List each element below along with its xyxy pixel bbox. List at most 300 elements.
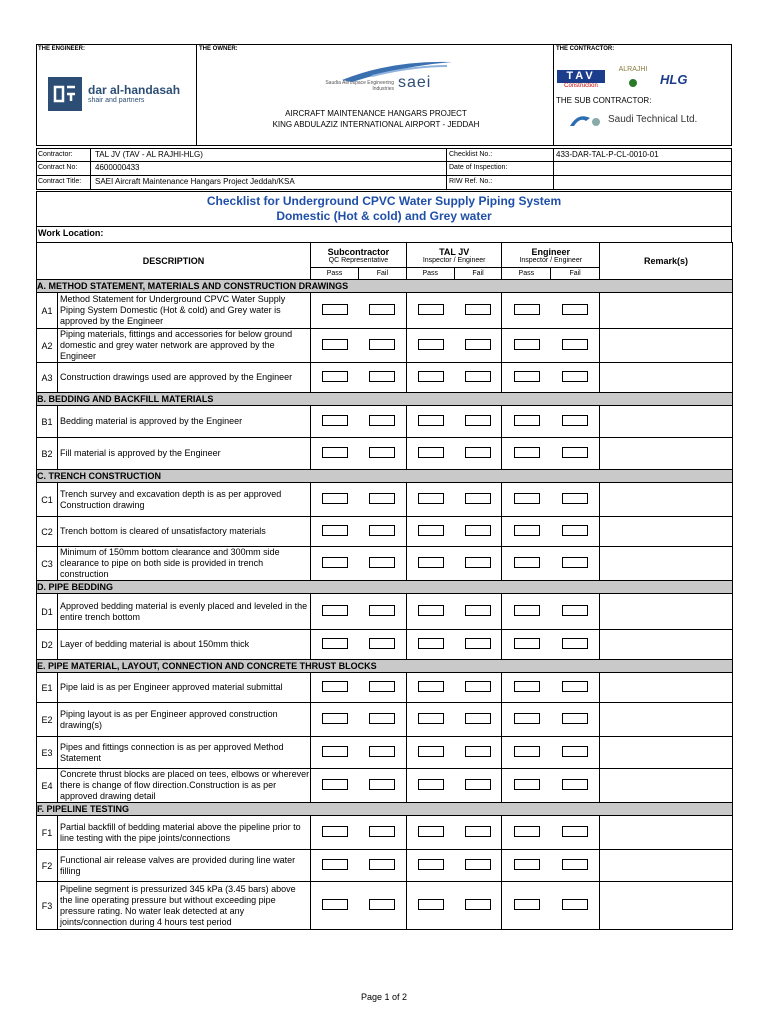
fail-column-header: Fail: [454, 268, 502, 280]
contractor-info-label: Contractor:: [38, 151, 73, 158]
item-description: Approved bedding material is evenly placed and leveled in the entire trench bottom: [58, 594, 311, 630]
remarks-header: Remark(s): [600, 243, 733, 280]
item-code: F2: [37, 850, 58, 882]
item-code: D1: [37, 594, 58, 630]
saudi-technical-text: Saudi Technical Ltd.: [608, 114, 698, 125]
saei-text: saei: [398, 74, 432, 91]
engineer-pass-checkbox[interactable]: [514, 415, 540, 426]
engineer-fail-cell: [551, 882, 600, 930]
subcontractor-pass-cell: [311, 882, 359, 930]
taljv-pass-cell: [406, 438, 454, 470]
item-code: E3: [37, 737, 58, 769]
remark-cell[interactable]: [600, 816, 733, 850]
taljv-title: TAL JV: [439, 246, 470, 257]
engineer-fail-checkbox[interactable]: [562, 371, 588, 382]
section-heading: F. PIPELINE TESTING: [37, 803, 733, 816]
subcontractor-pass-cell: [311, 594, 359, 630]
taljv-sub: Inspector / Engineer: [422, 256, 486, 264]
engineer-fail-checkbox[interactable]: [562, 681, 588, 692]
engineer-pass-cell: [502, 673, 551, 703]
checklist-row: [37, 329, 733, 363]
checklist-row: [37, 363, 733, 393]
saei-logo: [312, 58, 452, 98]
subcontractor-pass-cell: [311, 517, 359, 547]
remark-cell[interactable]: [600, 363, 733, 393]
tav-text: TAV: [557, 70, 605, 83]
checklist-row: [37, 594, 733, 630]
contractor-label: THE CONTRACTOR:: [556, 46, 615, 52]
taljv-fail-checkbox[interactable]: [465, 638, 491, 649]
taljv-pass-cell: [406, 483, 454, 517]
subcontractor-sub: QC Representative: [328, 256, 389, 264]
engineer-pass-cell: [502, 363, 551, 393]
subcontractor-fail-cell: [358, 547, 406, 581]
item-code: B2: [37, 438, 58, 470]
description-header: DESCRIPTION: [37, 243, 311, 280]
item-description: Construction drawings used are approved by the Engineer: [58, 363, 311, 393]
engineer-fail-cell: [551, 850, 600, 882]
subcontractor-fail-checkbox[interactable]: [369, 899, 395, 910]
subcontractor-fail-checkbox[interactable]: [369, 525, 395, 536]
taljv-fail-cell: [454, 547, 502, 581]
taljv-pass-checkbox[interactable]: [418, 899, 444, 910]
taljv-pass-checkbox[interactable]: [418, 304, 444, 315]
pass-column-header: Pass: [406, 268, 454, 280]
engineer-fail-checkbox[interactable]: [562, 779, 588, 790]
dar-sub: shair and partners: [88, 97, 145, 104]
subcontractor-fail-checkbox[interactable]: [369, 371, 395, 382]
engineer-pass-checkbox[interactable]: [514, 826, 540, 837]
checklist-row: [37, 816, 733, 850]
subcontractor-fail-checkbox[interactable]: [369, 713, 395, 724]
subcontractor-pass-checkbox[interactable]: [322, 447, 348, 458]
engineer-fail-cell: [551, 673, 600, 703]
subcontractor-fail-cell: [358, 438, 406, 470]
dar-logo: [48, 75, 194, 113]
engineer-pass-checkbox[interactable]: [514, 681, 540, 692]
subcontractor-pass-cell: [311, 547, 359, 581]
checklist-row: [37, 517, 733, 547]
engineer-pass-cell: [502, 703, 551, 737]
taljv-pass-checkbox[interactable]: [418, 779, 444, 790]
taljv-header: [406, 243, 502, 268]
engineer-pass-cell: [502, 769, 551, 803]
subcontractor-fail-checkbox[interactable]: [369, 557, 395, 568]
item-code: C3: [37, 547, 58, 581]
taljv-pass-checkbox[interactable]: [418, 525, 444, 536]
pass-column-header: Pass: [502, 268, 551, 280]
taljv-pass-cell: [406, 882, 454, 930]
subcontractor-pass-cell: [311, 816, 359, 850]
engineer-fail-cell: [551, 737, 600, 769]
taljv-fail-checkbox[interactable]: [465, 304, 491, 315]
engineer-pass-cell: [502, 438, 551, 470]
taljv-pass-cell: [406, 673, 454, 703]
subcontractor-fail-checkbox[interactable]: [369, 638, 395, 649]
subcontractor-pass-cell: [311, 363, 359, 393]
subcontractor-fail-cell: [358, 673, 406, 703]
item-description: Partial backfill of bedding material above the pipeline prior to line testing with the pipe joints/connections: [58, 816, 311, 850]
taljv-fail-cell: [454, 406, 502, 438]
remark-cell[interactable]: [600, 630, 733, 660]
item-code: E1: [37, 673, 58, 703]
engineer-pass-checkbox[interactable]: [514, 779, 540, 790]
taljv-fail-cell: [454, 517, 502, 547]
remark-cell[interactable]: [600, 547, 733, 581]
engineer-fail-checkbox[interactable]: [562, 899, 588, 910]
subcontractor-pass-checkbox[interactable]: [322, 746, 348, 757]
dar-logo-mark-icon: [48, 77, 82, 111]
contract-no-label: Contract No:: [38, 164, 78, 171]
taljv-fail-cell: [454, 293, 502, 329]
taljv-pass-cell: [406, 363, 454, 393]
remark-cell[interactable]: [600, 517, 733, 547]
checklist-table: [36, 242, 733, 930]
engineer-fail-checkbox[interactable]: [562, 447, 588, 458]
engineer-pass-checkbox[interactable]: [514, 859, 540, 870]
engineer-pass-checkbox[interactable]: [514, 371, 540, 382]
taljv-fail-checkbox[interactable]: [465, 826, 491, 837]
taljv-fail-cell: [454, 882, 502, 930]
engineer-fail-cell: [551, 547, 600, 581]
subcontractor-fail-cell: [358, 293, 406, 329]
item-description: Trench survey and excavation depth is as per approved Construction drawing: [58, 483, 311, 517]
subcontractor-fail-cell: [358, 517, 406, 547]
engineer-pass-checkbox[interactable]: [514, 899, 540, 910]
engineer-sub: Inspector / Engineer: [519, 256, 583, 264]
saei-sub: Saudia Aerospace Engineering Industries: [325, 80, 394, 92]
engineer-fail-cell: [551, 630, 600, 660]
engineer-fail-cell: [551, 329, 600, 363]
engineer-fail-checkbox[interactable]: [562, 557, 588, 568]
item-code: F3: [37, 882, 58, 930]
subcontractor-pass-checkbox[interactable]: [322, 713, 348, 724]
item-description: Fill material is approved by the Engineer: [58, 438, 311, 470]
taljv-pass-checkbox[interactable]: [418, 557, 444, 568]
engineer-pass-cell: [502, 882, 551, 930]
remark-cell[interactable]: [600, 406, 733, 438]
engineer-pass-checkbox[interactable]: [514, 713, 540, 724]
remark-cell[interactable]: [600, 329, 733, 363]
engineer-pass-cell: [502, 816, 551, 850]
checklist-row: [37, 850, 733, 882]
hlg-logo: [660, 72, 710, 88]
work-location-label: Work Location:: [38, 228, 104, 238]
engineer-fail-cell: [551, 816, 600, 850]
engineer-pass-checkbox[interactable]: [514, 638, 540, 649]
item-description: Minimum of 150mm bottom clearance and 300mm side clearance to pipe on both side is provided in trench construction: [58, 547, 311, 581]
taljv-pass-checkbox[interactable]: [418, 493, 444, 504]
item-description: Functional air release valves are provided during line water filling: [58, 850, 311, 882]
checklist-row: [37, 769, 733, 803]
taljv-fail-checkbox[interactable]: [465, 415, 491, 426]
taljv-fail-checkbox[interactable]: [465, 779, 491, 790]
item-code: A1: [37, 293, 58, 329]
taljv-pass-cell: [406, 329, 454, 363]
subcontractor-fail-cell: [358, 816, 406, 850]
taljv-fail-cell: [454, 438, 502, 470]
taljv-pass-checkbox[interactable]: [418, 638, 444, 649]
subcontractor-pass-checkbox[interactable]: [322, 339, 348, 350]
subcontractor-pass-cell: [311, 483, 359, 517]
engineer-label: THE ENGINEER:: [38, 46, 86, 52]
checklist-title-2: Domestic (Hot & cold) and Grey water: [276, 209, 492, 223]
tav-sub: Construction: [564, 83, 598, 89]
taljv-fail-cell: [454, 816, 502, 850]
checklist-no-value: 433-DAR-TAL-P-CL-0010-01: [556, 150, 659, 159]
subcontractor-fail-checkbox[interactable]: [369, 779, 395, 790]
taljv-pass-cell: [406, 816, 454, 850]
section-heading: B. BEDDING AND BACKFILL MATERIALS: [37, 393, 733, 406]
engineer-fail-cell: [551, 703, 600, 737]
taljv-fail-checkbox[interactable]: [465, 525, 491, 536]
subcontractor-pass-checkbox[interactable]: [322, 493, 348, 504]
item-code: A3: [37, 363, 58, 393]
engineer-fail-checkbox[interactable]: [562, 746, 588, 757]
taljv-pass-checkbox[interactable]: [418, 681, 444, 692]
subcontractor-fail-cell: [358, 630, 406, 660]
engineer-pass-checkbox[interactable]: [514, 557, 540, 568]
subcontractor-pass-checkbox[interactable]: [322, 779, 348, 790]
subcontractor-fail-checkbox[interactable]: [369, 826, 395, 837]
taljv-fail-checkbox[interactable]: [465, 899, 491, 910]
taljv-pass-checkbox[interactable]: [418, 605, 444, 616]
engineer-pass-checkbox[interactable]: [514, 339, 540, 350]
taljv-pass-cell: [406, 406, 454, 438]
item-description: Bedding material is approved by the Engineer: [58, 406, 311, 438]
taljv-pass-cell: [406, 737, 454, 769]
subcontractor-pass-checkbox[interactable]: [322, 557, 348, 568]
page-footer: Page 1 of 2: [360, 992, 408, 1002]
taljv-fail-checkbox[interactable]: [465, 859, 491, 870]
subcontractor-fail-cell: [358, 769, 406, 803]
taljv-fail-checkbox[interactable]: [465, 557, 491, 568]
remark-cell[interactable]: [600, 737, 733, 769]
engineer-pass-cell: [502, 483, 551, 517]
dar-name: dar al-handasah: [88, 83, 181, 97]
checklist-row: [37, 293, 733, 329]
checklist-row: [37, 483, 733, 517]
engineer-pass-cell: [502, 406, 551, 438]
taljv-fail-cell: [454, 594, 502, 630]
section-heading: E. PIPE MATERIAL, LAYOUT, CONNECTION AND CONCRETE THRUST BLOCKS: [37, 660, 733, 673]
subcontractor-pass-checkbox[interactable]: [322, 681, 348, 692]
taljv-pass-cell: [406, 703, 454, 737]
item-code: C2: [37, 517, 58, 547]
subcontractor-pass-cell: [311, 438, 359, 470]
subcontractor-fail-checkbox[interactable]: [369, 746, 395, 757]
engineer-fail-cell: [551, 438, 600, 470]
subcontractor-fail-cell: [358, 737, 406, 769]
taljv-fail-checkbox[interactable]: [465, 681, 491, 692]
subcontractor-fail-checkbox[interactable]: [369, 493, 395, 504]
subcontractor-pass-cell: [311, 703, 359, 737]
item-code: C1: [37, 483, 58, 517]
engineer-fail-cell: [551, 363, 600, 393]
engineer-fail-cell: [551, 594, 600, 630]
item-description: Piping layout is as per Engineer approved construction drawing(s): [58, 703, 311, 737]
engineer-pass-checkbox[interactable]: [514, 493, 540, 504]
engineer-title: Engineer: [531, 246, 570, 257]
taljv-pass-cell: [406, 594, 454, 630]
pass-column-header: Pass: [311, 268, 359, 280]
saudi-technical-mark-icon: [568, 112, 604, 130]
taljv-fail-checkbox[interactable]: [465, 447, 491, 458]
taljv-pass-cell: [406, 293, 454, 329]
engineer-header: [502, 243, 600, 268]
engineer-fail-cell: [551, 483, 600, 517]
subcontractor-pass-checkbox[interactable]: [322, 525, 348, 536]
taljv-pass-checkbox[interactable]: [418, 415, 444, 426]
subcontractor-fail-cell: [358, 483, 406, 517]
subcontractor-pass-checkbox[interactable]: [322, 415, 348, 426]
taljv-pass-checkbox[interactable]: [418, 859, 444, 870]
riw-label: RIW Ref. No.:: [449, 178, 493, 185]
subcontractor-fail-checkbox[interactable]: [369, 605, 395, 616]
subcontractor-pass-checkbox[interactable]: [322, 859, 348, 870]
taljv-fail-checkbox[interactable]: [465, 713, 491, 724]
engineer-pass-checkbox[interactable]: [514, 447, 540, 458]
subcontractor-pass-cell: [311, 737, 359, 769]
item-description: Pipe laid is as per Engineer approved material submittal: [58, 673, 311, 703]
item-description: Concrete thrust blocks are placed on tees, elbows or wherever there is change of flow direction.Construction is as per approved drawing detail: [58, 769, 311, 803]
subcontractor-pass-checkbox[interactable]: [322, 605, 348, 616]
subcontractor-fail-cell: [358, 329, 406, 363]
checklist-row: [37, 406, 733, 438]
tav-logo: [557, 70, 605, 92]
taljv-pass-checkbox[interactable]: [418, 371, 444, 382]
engineer-fail-cell: [551, 769, 600, 803]
taljv-pass-cell: [406, 769, 454, 803]
subcontractor-fail-cell: [358, 594, 406, 630]
section-heading: A. METHOD STATEMENT, MATERIALS AND CONSTRUCTION DRAWINGS: [37, 280, 733, 293]
engineer-fail-checkbox[interactable]: [562, 415, 588, 426]
engineer-pass-cell: [502, 293, 551, 329]
alrajhi-logo: [610, 66, 656, 94]
remark-cell[interactable]: [600, 483, 733, 517]
item-code: F1: [37, 816, 58, 850]
taljv-fail-cell: [454, 737, 502, 769]
checklist-no-label: Checklist No.:: [449, 151, 493, 158]
item-description: Pipeline segment is pressurized 345 kPa (3.45 bars) above the line operating pressure but without exceeding pipe pressure rating. No water leak detected at any joints/connection during 4 hours test period: [58, 882, 311, 930]
subcontractor-pass-cell: [311, 293, 359, 329]
subcontractor-pass-cell: [311, 769, 359, 803]
section-heading: D. PIPE BEDDING: [37, 581, 733, 594]
remark-cell[interactable]: [600, 293, 733, 329]
subcontractor-pass-checkbox[interactable]: [322, 826, 348, 837]
subcontractor-fail-checkbox[interactable]: [369, 681, 395, 692]
saudi-technical-logo: [568, 110, 718, 132]
engineer-fail-checkbox[interactable]: [562, 605, 588, 616]
engineer-fail-checkbox[interactable]: [562, 339, 588, 350]
subcontractor-fail-checkbox[interactable]: [369, 415, 395, 426]
engineer-pass-cell: [502, 594, 551, 630]
remark-cell[interactable]: [600, 703, 733, 737]
taljv-pass-cell: [406, 850, 454, 882]
taljv-fail-cell: [454, 769, 502, 803]
taljv-pass-checkbox[interactable]: [418, 339, 444, 350]
taljv-fail-checkbox[interactable]: [465, 493, 491, 504]
contract-title-value: SAEI Aircraft Maintenance Hangars Project Jeddah/KSA: [95, 177, 295, 186]
engineer-pass-checkbox[interactable]: [514, 304, 540, 315]
taljv-pass-cell: [406, 547, 454, 581]
item-description: Pipes and fittings connection is as per approved Method Statement: [58, 737, 311, 769]
taljv-fail-checkbox[interactable]: [465, 746, 491, 757]
engineer-pass-checkbox[interactable]: [514, 525, 540, 536]
engineer-fail-checkbox[interactable]: [562, 859, 588, 870]
taljv-fail-checkbox[interactable]: [465, 371, 491, 382]
engineer-fail-checkbox[interactable]: [562, 304, 588, 315]
subcontractor-title: Subcontractor: [327, 246, 390, 257]
engineer-fail-checkbox[interactable]: [562, 826, 588, 837]
taljv-fail-cell: [454, 703, 502, 737]
engineer-fail-checkbox[interactable]: [562, 493, 588, 504]
contract-no-value: 4600000433: [95, 163, 140, 172]
alrajhi-emblem-icon: [629, 79, 637, 87]
taljv-fail-cell: [454, 363, 502, 393]
item-code: E4: [37, 769, 58, 803]
item-description: Method Statement for Underground CPVC Water Supply Piping System Domestic (Hot & cold) and Grey water is approved by the Engineer: [58, 293, 311, 329]
contractor-info-value: TAL JV (TAV - AL RAJHI-HLG): [95, 150, 203, 159]
subcontractor-pass-cell: [311, 406, 359, 438]
subcontractor-fail-checkbox[interactable]: [369, 447, 395, 458]
item-description: Piping materials, fittings and accessories for below ground domestic and grey water network are approved by the Engineer: [58, 329, 311, 363]
subcontractor-label: THE SUB CONTRACTOR:: [556, 96, 652, 105]
project-line-2: KING ABDULAZIZ INTERNATIONAL AIRPORT - JEDDAH: [272, 120, 480, 129]
engineer-pass-cell: [502, 630, 551, 660]
engineer-fail-cell: [551, 406, 600, 438]
taljv-pass-checkbox[interactable]: [418, 746, 444, 757]
subcontractor-pass-checkbox[interactable]: [322, 899, 348, 910]
subcontractor-fail-cell: [358, 850, 406, 882]
subcontractor-pass-cell: [311, 329, 359, 363]
taljv-pass-cell: [406, 517, 454, 547]
taljv-pass-checkbox[interactable]: [418, 447, 444, 458]
remark-cell[interactable]: [600, 673, 733, 703]
remark-cell[interactable]: [600, 769, 733, 803]
item-description: Layer of bedding material is about 150mm thick: [58, 630, 311, 660]
remark-cell[interactable]: [600, 594, 733, 630]
engineer-pass-checkbox[interactable]: [514, 605, 540, 616]
taljv-pass-checkbox[interactable]: [418, 826, 444, 837]
subcontractor-pass-checkbox[interactable]: [322, 304, 348, 315]
subcontractor-pass-checkbox[interactable]: [322, 638, 348, 649]
engineer-pass-checkbox[interactable]: [514, 746, 540, 757]
engineer-pass-cell: [502, 329, 551, 363]
remark-cell[interactable]: [600, 438, 733, 470]
remark-cell[interactable]: [600, 882, 733, 930]
remark-cell[interactable]: [600, 850, 733, 882]
engineer-fail-checkbox[interactable]: [562, 638, 588, 649]
subcontractor-pass-cell: [311, 630, 359, 660]
subcontractor-pass-checkbox[interactable]: [322, 371, 348, 382]
taljv-pass-checkbox[interactable]: [418, 713, 444, 724]
taljv-fail-cell: [454, 630, 502, 660]
subcontractor-fail-checkbox[interactable]: [369, 339, 395, 350]
fail-column-header: Fail: [358, 268, 406, 280]
engineer-fail-checkbox[interactable]: [562, 713, 588, 724]
taljv-fail-cell: [454, 483, 502, 517]
subcontractor-fail-checkbox[interactable]: [369, 859, 395, 870]
engineer-fail-checkbox[interactable]: [562, 525, 588, 536]
taljv-fail-checkbox[interactable]: [465, 605, 491, 616]
checklist-row: [37, 630, 733, 660]
subcontractor-fail-cell: [358, 406, 406, 438]
subcontractor-fail-cell: [358, 882, 406, 930]
taljv-fail-cell: [454, 329, 502, 363]
subcontractor-fail-checkbox[interactable]: [369, 304, 395, 315]
taljv-fail-checkbox[interactable]: [465, 339, 491, 350]
